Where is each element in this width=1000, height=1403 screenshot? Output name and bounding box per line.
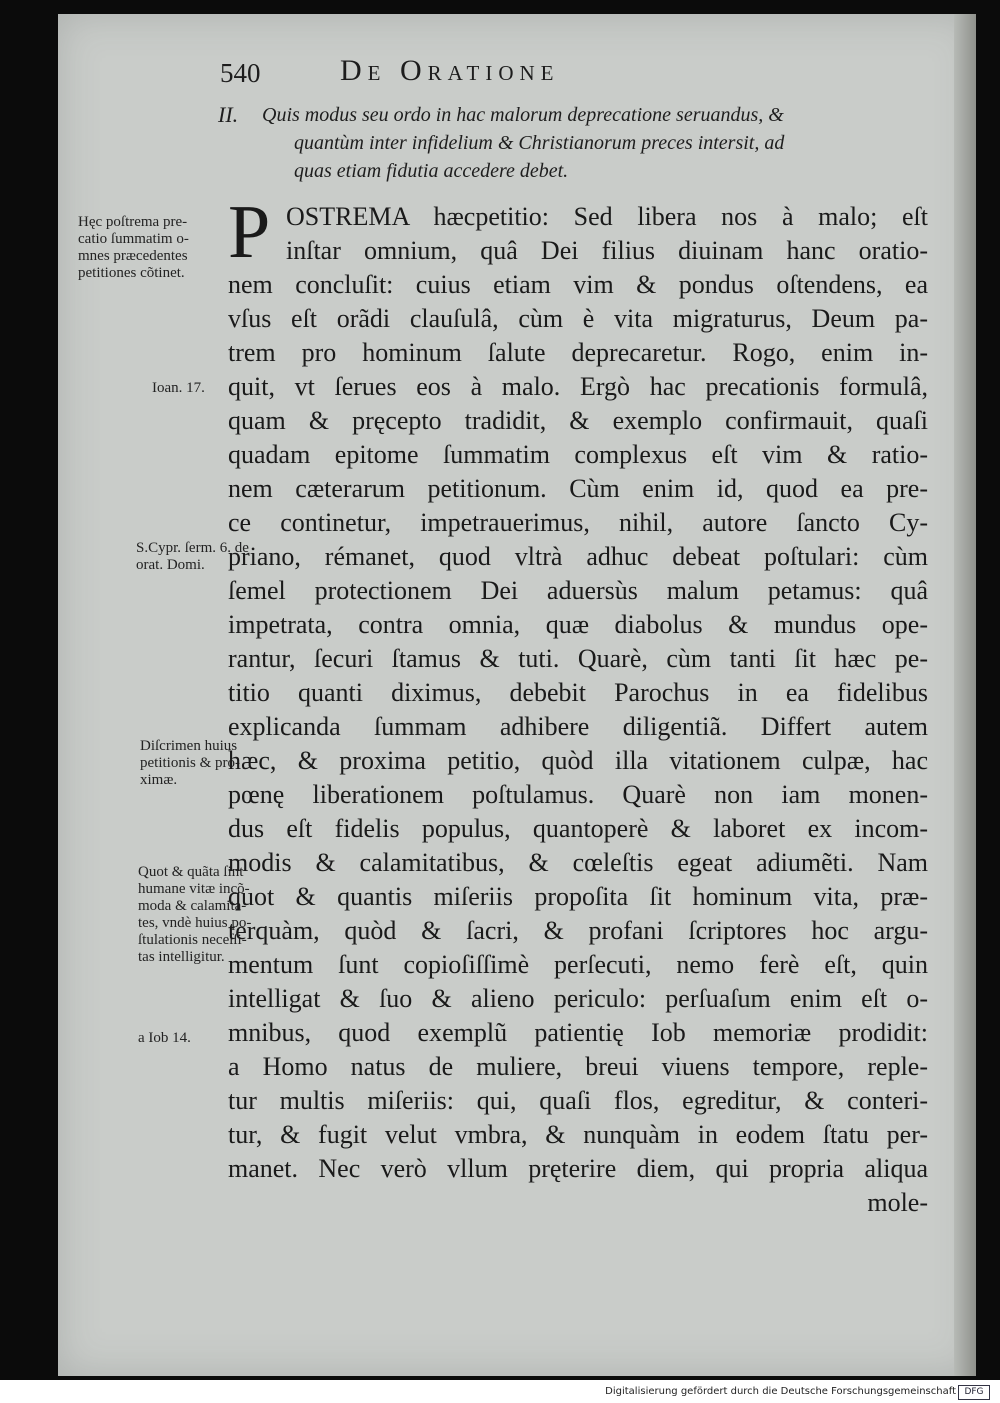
text-line: inſtar omnium, quâ Dei filius diuinam hanc oratio- [286,236,928,265]
margin-note: a Iob 14. [138,1030,191,1046]
text-line: hæc, & proxima petitio, quòd illa vitationem culpæ, hac [228,746,928,775]
text-line: quam & pręcepto tradidit, & exemplo confirmauit, quaſi [228,406,928,435]
margin-note: Hęc poſtrema pre- catio ſummatim o- mnes præcedentes petitiones cõtinet. [78,214,189,281]
summary-line: quas etiam fidutia accedere debet. [294,160,569,182]
text-line: ſemel protectionem Dei aduersùs malum petamus: quâ [228,576,928,605]
text-line: a Homo natus de muliere, breui viuens tempore, reple- [228,1052,928,1081]
text-line: impetrata, contra omnia, quæ diabolus & mundus ope- [228,610,928,639]
text-line: intelligat & ſuo & alieno periculo: perſuaſum enim eſt o- [228,984,928,1013]
text-line: quadam epitome ſummatim complexus eſt vim & ratio- [228,440,928,469]
summary-line: Quis modus seu ordo in hac malorum deprecatione seruandus, & [262,104,784,126]
running-title: De Oratione [340,54,560,87]
text-line: pœnę liberationem poſtulamus. Quarè non iam monen- [228,780,928,809]
text-line: rantur, ſecuri ſtamus & tuti. Quarè, cùm tanti ſit hæc pe- [228,644,928,673]
text-line: vſus eſt orãdi clauſulâ, cùm è vita migraturus, Deum pa- [228,304,928,333]
text-line: modis & calamitatibus, & cœleſtis egeat adiumẽti. Nam [228,848,928,877]
text-line: dus eſt fidelis populus, quantoperè & laboret ex incom- [228,814,928,843]
margin-note: Diſcrimen huius petitionis & pro- ximæ. [140,738,240,788]
summary-line: quantùm inter infidelium & Christianorum preces intersit, ad [294,132,785,154]
text-line: tur, & fugit velut vmbra, & nunquàm in eodem ſtatu per- [228,1120,928,1149]
drop-cap: P [228,190,271,274]
text-line: trem pro hominum ſalute deprecaretur. Rogo, enim in- [228,338,928,367]
text-line: quot & quantis miſeriis propoſita ſit hominum vita, præ- [228,882,928,911]
dfg-logo: DFG [958,1385,990,1400]
margin-note: Ioan. 17. [152,380,205,396]
text-line: explicanda ſummam adhibere diligentiã. Differt autem [228,712,928,741]
text-line: tur multis miſeriis: qui, quaſi flos, egreditur, & conteri- [228,1086,928,1115]
text-line: terquàm, quòd & ſacri, & profani ſcriptores hoc argu- [228,916,928,945]
page-number: 540 [220,58,261,88]
text-line: quit, vt ſerues eos à malo. Ergò hac precationis formulâ, [228,372,928,401]
text-line: mnibus, quod exemplũ patientię Iob memoriæ prodidit: [228,1018,928,1047]
text-line: priano, rémanet, quod vltrà adhuc debeat poſtulari: cùm [228,542,928,571]
summary-number: II. [218,102,239,127]
margin-note: Quot & quãta ſint humane vitæ incõ- moda & calamita- tes, vndè huius po- ſtulationis neceſſi- tas intelligitur. [138,864,252,965]
page-edge [954,14,976,1376]
text-line: mentum ſunt copioſiſſimè perſecuti, nemo ferè eſt, quin [228,950,928,979]
text-line: ce continetur, impetrauerimus, nihil, autore ſancto Cy- [228,508,928,537]
text-line: nem cæterarum petitionum. Cùm enim id, quod ea pre- [228,474,928,503]
text-line: nem concluſit: cuius etiam vim & pondus oſtendens, ea [228,270,928,299]
digitization-credit: Digitalisierung gefördert durch die Deutsche Forschungsgemeinschaft [605,1386,956,1397]
text-line: titio quanti diximus, debebit Parochus in ea fidelibus [228,678,928,707]
catchword: mole- [867,1188,928,1217]
margin-note: S.Cypr. ſerm. 6. de orat. Domi. [136,540,249,573]
running-head [220,52,740,92]
text-line: OSTREMA hæcpetitio: Sed libera nos à malo; eſt [286,202,928,231]
text-line: manet. Nec verò vllum pręterire diem, qui propria aliqua [228,1154,928,1183]
